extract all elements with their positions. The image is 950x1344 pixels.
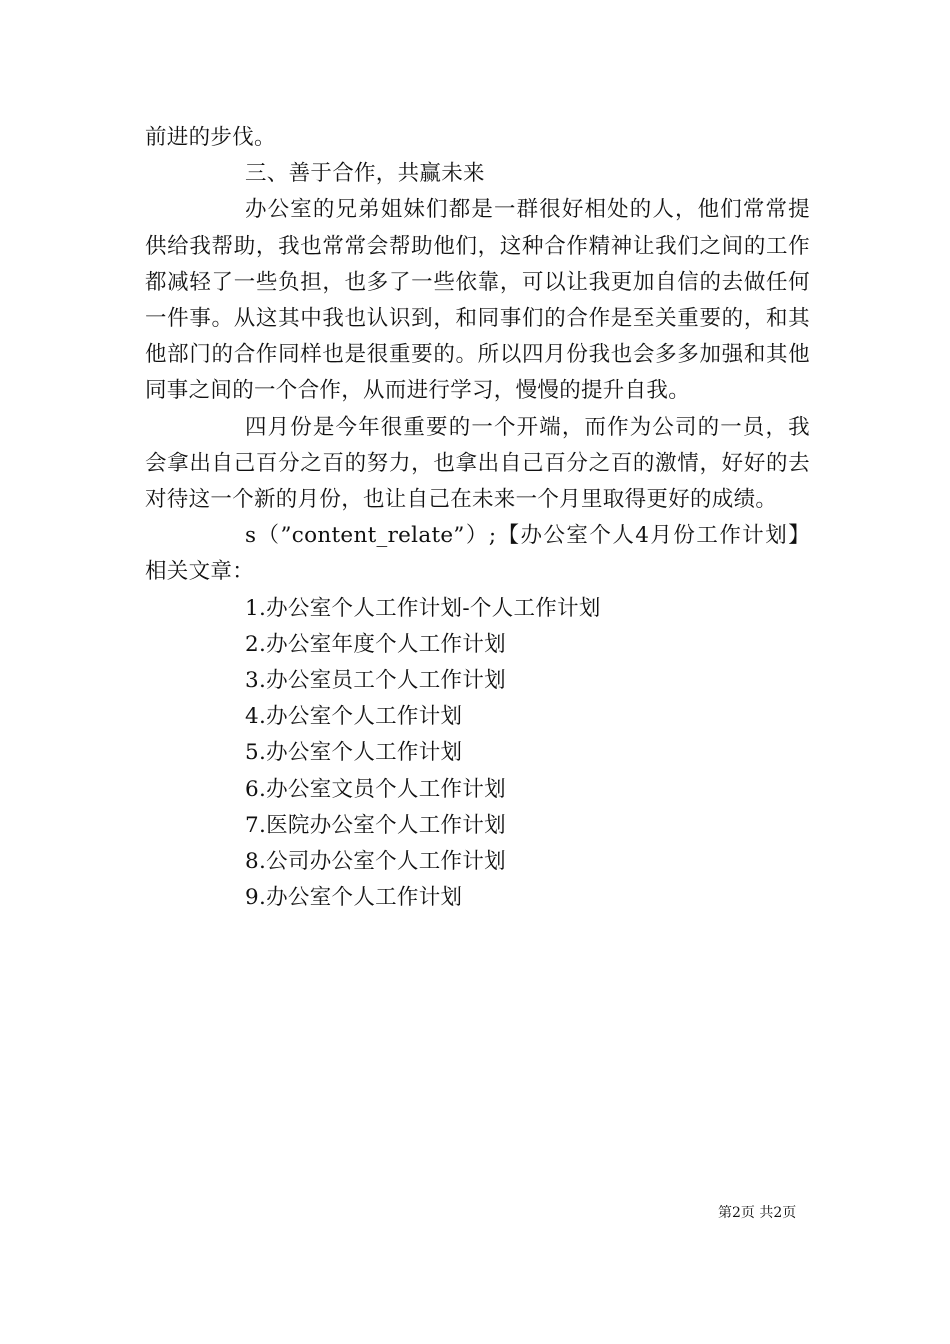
related-intro: s（”content_relate”）;【办公室个人4月份工作计划】相关文章： — [145, 523, 810, 585]
related-article-link[interactable]: 9.办公室个人工作计划 — [245, 885, 463, 911]
paragraph-cooperation: 办公室的兄弟姐妹们都是一群很好相处的人，他们常常提供给我帮助，我也常常会帮助他们，这种合作精神让我们之间的工作都减轻了一些负担，也多了一些依靠，可以让我更加自信的去做任何一件事。从这其中我也认识到，和同事们的合作是至关重要的，和其他部门的合作同样也是很重要的。所以四月份我也会多多加强和其他同事之间的一个合作，从而进行学习，慢慢的提升自我。 — [145, 197, 810, 404]
related-article-link[interactable]: 7.医院办公室个人工作计划 — [245, 812, 506, 838]
related-article-link[interactable]: 1.办公室个人工作计划-个人工作计划 — [245, 595, 601, 621]
related-article-link[interactable]: 8.公司办公室个人工作计划 — [245, 849, 506, 875]
page-number-footer: 第2页 共2页 — [718, 1205, 797, 1221]
related-articles-list — [145, 591, 810, 917]
paragraph-continuation: 前进的步伐。 — [145, 125, 276, 150]
paragraph-april: 四月份是今年很重要的一个开端，而作为公司的一员，我会拿出自己百分之百的努力，也拿出自己百分之百的激情，好好的去对待这一个新的月份，也让自己在未来一个月里取得更好的成绩。 — [145, 414, 810, 513]
section-heading: 三、善于合作，共赢未来 — [245, 161, 485, 187]
related-article-link[interactable]: 2.办公室年度个人工作计划 — [245, 631, 506, 657]
related-article-link[interactable]: 5.办公室个人工作计划 — [245, 740, 463, 766]
document-body — [145, 120, 810, 916]
related-article-link[interactable]: 4.办公室个人工作计划 — [245, 704, 463, 730]
related-article-link[interactable]: 6.办公室文员个人工作计划 — [245, 776, 506, 802]
related-article-link[interactable]: 3.办公室员工个人工作计划 — [245, 668, 506, 694]
